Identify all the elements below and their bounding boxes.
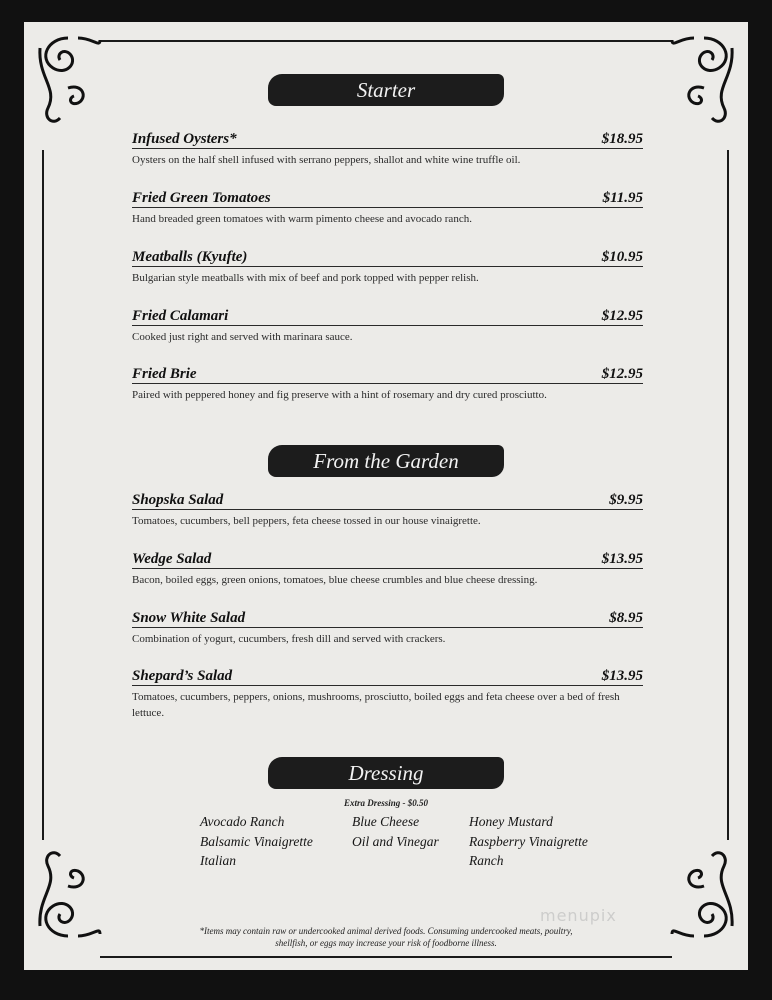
menu-item-header xyxy=(132,546,643,569)
item-description: Combination of yogurt, cucumbers, fresh dill and served with crackers. xyxy=(132,633,446,645)
item-price: $12.95 xyxy=(601,366,643,382)
dressing-option: Raspberry Vinaigrette xyxy=(469,833,588,849)
menu-item xyxy=(132,605,643,647)
menu-item xyxy=(132,487,643,529)
item-price: $10.95 xyxy=(601,249,643,265)
item-name: Wedge Salad xyxy=(132,551,212,567)
dressing-option: Balsamic Vinaigrette xyxy=(200,833,313,849)
item-description: Tomatoes, cucumbers, peppers, onions, mushrooms, prosciutto, boiled eggs and feta cheese over a bed of fresh lettuce. xyxy=(132,691,620,719)
menu-item-header xyxy=(132,361,643,384)
extra-dressing-price: Extra Dressing - $0.50 xyxy=(343,798,428,808)
item-price: $11.95 xyxy=(602,190,643,206)
menu-item-header xyxy=(132,244,643,267)
item-description: Bulgarian style meatballs with mix of beef and pork topped with pepper relish. xyxy=(132,272,479,284)
dressing-column xyxy=(352,812,439,851)
menu-item xyxy=(132,361,643,403)
menu-item-header xyxy=(132,303,643,326)
footer-disclaimer-line: shellfish, or eggs may increase your risk of foodborne illness. xyxy=(275,938,497,948)
dressing-column xyxy=(200,812,313,871)
dressing-option: Italian xyxy=(200,853,236,868)
dressing-option: Avocado Ranch xyxy=(200,814,285,829)
ornament-top-right-icon xyxy=(664,28,744,128)
footer-disclaimer xyxy=(140,925,632,949)
item-name: Infused Oysters* xyxy=(132,131,237,147)
frame-bottom-line xyxy=(100,956,672,958)
item-price: $12.95 xyxy=(601,308,643,324)
menu-item xyxy=(132,546,643,588)
frame-right-line xyxy=(727,150,729,840)
section-banner-dressing: Dressing xyxy=(268,757,504,789)
menu-item xyxy=(132,126,643,168)
ornament-bottom-left-icon xyxy=(28,846,108,946)
menu-item xyxy=(132,244,643,286)
frame-top-line xyxy=(100,40,672,42)
menu-item xyxy=(132,303,643,345)
menu-item xyxy=(132,663,643,721)
menu-item-header xyxy=(132,126,643,149)
item-price: $13.95 xyxy=(601,668,643,684)
item-description: Paired with peppered honey and fig preserve with a hint of rosemary and dry cured prosciutto. xyxy=(132,389,547,401)
ornament-bottom-right-icon xyxy=(664,846,744,946)
item-name: Shepard’s Salad xyxy=(132,668,233,684)
item-description: Cooked just right and served with marinara sauce. xyxy=(132,331,353,343)
menu-item xyxy=(132,185,643,227)
item-name: Shopska Salad xyxy=(132,492,224,508)
item-name: Fried Calamari xyxy=(132,308,229,324)
item-name: Meatballs (Kyufte) xyxy=(132,249,248,265)
item-price: $9.95 xyxy=(609,492,643,508)
item-description: Hand breaded green tomatoes with warm pimento cheese and avocado ranch. xyxy=(132,213,472,225)
menu-item-header xyxy=(132,663,643,686)
footer-disclaimer-line: *Items may contain raw or undercooked animal derived foods. Consuming undercooked meats, poultry, xyxy=(199,926,573,936)
dressing-option: Blue Cheese xyxy=(352,814,420,829)
dressing-option: Ranch xyxy=(469,853,504,868)
dressing-option: Honey Mustard xyxy=(469,814,553,829)
menu-item-header xyxy=(132,605,643,628)
dressing-column xyxy=(469,812,588,871)
dressing-option: Oil and Vinegar xyxy=(352,833,439,849)
frame-left-line xyxy=(42,150,44,840)
item-name: Fried Brie xyxy=(132,366,197,382)
watermark: menupix xyxy=(540,906,617,925)
item-description: Oysters on the half shell infused with serrano peppers, shallot and white wine truffle oil. xyxy=(132,154,521,166)
item-price: $13.95 xyxy=(601,551,643,567)
item-name: Fried Green Tomatoes xyxy=(132,190,271,206)
ornament-top-left-icon xyxy=(28,28,108,128)
menu-item-header xyxy=(132,185,643,208)
section-banner-garden: From the Garden xyxy=(268,445,504,477)
item-description: Bacon, boiled eggs, green onions, tomatoes, blue cheese crumbles and blue cheese dressing. xyxy=(132,574,538,586)
section-banner-starter: Starter xyxy=(268,74,504,106)
menu-item-header xyxy=(132,487,643,510)
item-price: $18.95 xyxy=(601,131,643,147)
item-price: $8.95 xyxy=(609,610,643,626)
item-name: Snow White Salad xyxy=(132,610,246,626)
item-description: Tomatoes, cucumbers, bell peppers, feta cheese tossed in our house vinaigrette. xyxy=(132,515,481,527)
